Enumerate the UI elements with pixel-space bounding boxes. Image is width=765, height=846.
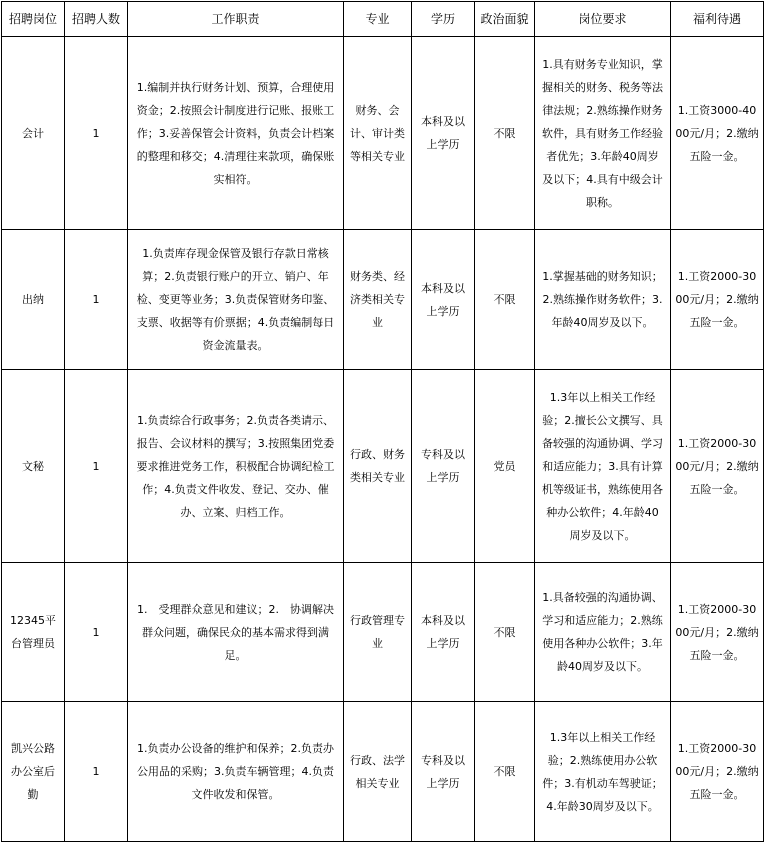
cell-duties: 1.负责办公设备的维护和保养；2.负责办公用品的采购；3.负责车辆管理；4.负责文件收发和保管。	[128, 702, 344, 842]
cell-education: 专科及以上学历	[412, 702, 475, 842]
cell-position: 12345平台管理员	[2, 563, 65, 702]
table-row	[2, 37, 764, 230]
cell-position: 文秘	[2, 370, 65, 563]
header-requirements: 岗位要求	[535, 2, 671, 37]
cell-count: 1	[65, 702, 128, 842]
cell-duties: 1. 受理群众意见和建议；2. 协调解决群众问题，确保民众的基本需求得到满足。	[128, 563, 344, 702]
cell-count: 1	[65, 370, 128, 563]
cell-welfare: 1.工资2000-3000元/月；2.缴纳五险一金。	[671, 702, 764, 842]
header-count: 招聘人数	[65, 2, 128, 37]
cell-requirements: 1.具有财务专业知识，掌握相关的财务、税务等法律法规；2.熟练操作财务软件，具有财务工作经验者优先；3.年龄40周岁及以下；4.具有中级会计职称。	[535, 37, 671, 230]
cell-political: 不限	[475, 230, 535, 370]
header-welfare: 福利待遇	[671, 2, 764, 37]
recruitment-table	[1, 1, 764, 842]
cell-education: 本科及以上学历	[412, 230, 475, 370]
cell-position: 会计	[2, 37, 65, 230]
table-row	[2, 230, 764, 370]
cell-position: 出纳	[2, 230, 65, 370]
cell-requirements: 1.具备较强的沟通协调、学习和适应能力；2.熟练使用各种办公软件；3.年龄40周岁及以下。	[535, 563, 671, 702]
table-row	[2, 563, 764, 702]
cell-major: 行政、法学相关专业	[344, 702, 412, 842]
cell-political: 不限	[475, 37, 535, 230]
cell-requirements: 1.掌握基础的财务知识；2.熟练操作财务软件；3.年龄40周岁及以下。	[535, 230, 671, 370]
cell-major: 财务类、经济类相关专业	[344, 230, 412, 370]
header-major: 专业	[344, 2, 412, 37]
table-row	[2, 370, 764, 563]
header-position: 招聘岗位	[2, 2, 65, 37]
header-row	[2, 2, 764, 37]
cell-welfare: 1.工资2000-3000元/月；2.缴纳五险一金。	[671, 370, 764, 563]
cell-count: 1	[65, 230, 128, 370]
cell-welfare: 1.工资2000-3000元/月；2.缴纳五险一金。	[671, 563, 764, 702]
cell-requirements: 1.3年以上相关工作经验；2.熟练使用办公软件；3.有机动车驾驶证；4.年龄30周岁及以下。	[535, 702, 671, 842]
cell-position: 凯兴公路办公室后勤	[2, 702, 65, 842]
cell-major: 行政、财务类相关专业	[344, 370, 412, 563]
cell-count: 1	[65, 563, 128, 702]
cell-count: 1	[65, 37, 128, 230]
cell-duties: 1.负责综合行政事务；2.负责各类请示、报告、会议材料的撰写；3.按照集团党委要求推进党务工作，积极配合协调纪检工作；4.负责文件收发、登记、交办、催办、立案、归档工作。	[128, 370, 344, 563]
header-political: 政治面貌	[475, 2, 535, 37]
cell-welfare: 1.工资2000-3000元/月；2.缴纳五险一金。	[671, 230, 764, 370]
cell-political: 不限	[475, 563, 535, 702]
cell-political: 不限	[475, 702, 535, 842]
cell-major: 行政管理专业	[344, 563, 412, 702]
cell-duties: 1.编制并执行财务计划、预算，合理使用资金；2.按照会计制度进行记账、报账工作；3.妥善保管会计资料，负责会计档案的整理和移交；4.清理往来款项，确保账实相符。	[128, 37, 344, 230]
cell-education: 本科及以上学历	[412, 563, 475, 702]
cell-welfare: 1.工资3000-4000元/月；2.缴纳五险一金。	[671, 37, 764, 230]
cell-education: 专科及以上学历	[412, 370, 475, 563]
cell-major: 财务、会计、审计类等相关专业	[344, 37, 412, 230]
table-row	[2, 702, 764, 842]
header-duties: 工作职责	[128, 2, 344, 37]
cell-education: 本科及以上学历	[412, 37, 475, 230]
cell-requirements: 1.3年以上相关工作经验；2.擅长公文撰写、具备较强的沟通协调、学习和适应能力；3.具有计算机等级证书，熟练使用各种办公软件；4.年龄40周岁及以下。	[535, 370, 671, 563]
cell-political: 党员	[475, 370, 535, 563]
cell-duties: 1.负责库存现金保管及银行存款日常核算；2.负责银行账户的开立、销户、年检、变更等业务；3.负责保管财务印鉴、支票、收据等有价票据；4.负责编制每日资金流量表。	[128, 230, 344, 370]
header-education: 学历	[412, 2, 475, 37]
